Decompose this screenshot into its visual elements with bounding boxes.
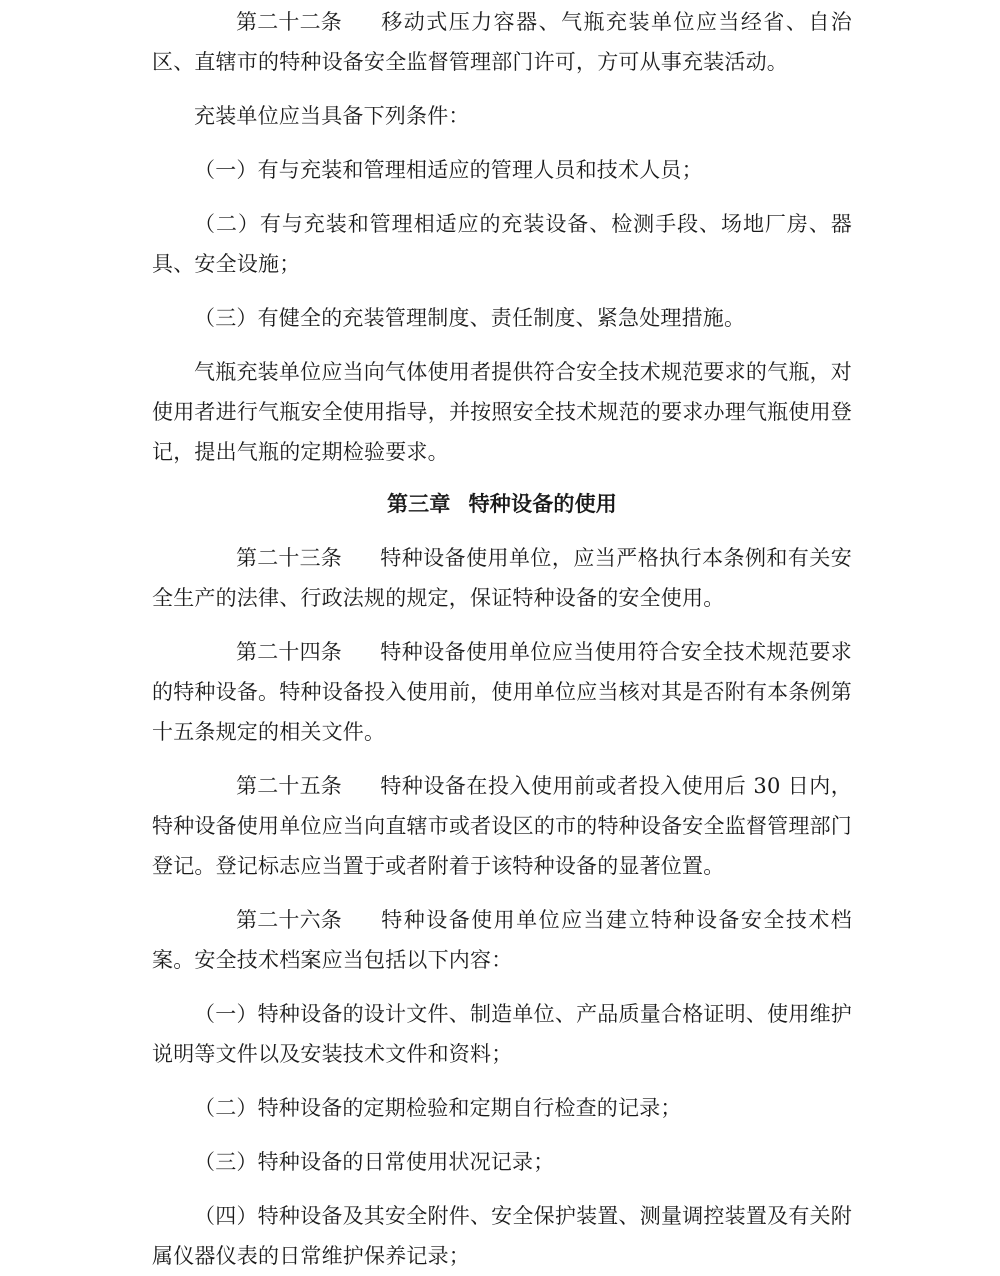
list-item: （一）有与充装和管理相适应的管理人员和技术人员； — [194, 158, 703, 182]
document-body — [152, 0, 852, 1276]
article-number: 第二十二条 — [236, 10, 342, 34]
paragraph: 充装单位应当具备下列条件： — [194, 104, 470, 128]
list-item: （三）有健全的充装管理制度、责任制度、紧急处理措施。 — [194, 306, 746, 330]
article-26 — [152, 900, 852, 980]
article-number: 第二十四条 — [236, 640, 342, 664]
article-text: 移动式压力容器、气瓶充装单位应当经省、自治区、直辖市的特种设备安全监督管理部门许可，方可从事充装活动。 — [152, 10, 852, 74]
chapter-title: 特种设备的使用 — [468, 491, 617, 516]
article-text: 特种设备使用单位，应当严格执行本条例和有关安全生产的法律、行政法规的规定，保证特种设备的安全使用。 — [152, 546, 852, 610]
chapter-heading — [152, 484, 852, 524]
article-22 — [152, 2, 852, 82]
list-item: （二）特种设备的定期检验和定期自行检查的记录； — [194, 1096, 682, 1120]
list-item: （四）特种设备及其安全附件、安全保护装置、测量调控装置及有关附属仪器仪表的日常维护保养记录； — [152, 1204, 852, 1268]
article-number: 第二十三条 — [236, 546, 342, 570]
article-25 — [152, 766, 852, 886]
paragraph: 气瓶充装单位应当向气体使用者提供符合安全技术规范要求的气瓶，对使用者进行气瓶安全使用指导，并按照安全技术规范的要求办理气瓶使用登记，提出气瓶的定期检验要求。 — [152, 360, 852, 464]
article-24 — [152, 632, 852, 752]
list-item: （三）特种设备的日常使用状况记录； — [194, 1150, 555, 1174]
list-item: （一）特种设备的设计文件、制造单位、产品质量合格证明、使用维护说明等文件以及安装技术文件和资料； — [152, 1002, 852, 1066]
article-text: 特种设备在投入使用前或者投入使用后 30 日内，特种设备使用单位应当向直辖市或者设区的市的特种设备安全监督管理部门登记。登记标志应当置于或者附着于该特种设备的显著位置。 — [152, 774, 852, 878]
article-number: 第二十六条 — [236, 908, 342, 932]
article-text: 特种设备使用单位应当使用符合安全技术规范要求的特种设备。特种设备投入使用前，使用单位应当核对其是否附有本条例第十五条规定的相关文件。 — [152, 640, 852, 744]
article-text: 特种设备使用单位应当建立特种设备安全技术档案。安全技术档案应当包括以下内容： — [152, 908, 852, 972]
list-item: （二）有与充装和管理相适应的充装设备、检测手段、场地厂房、器具、安全设施； — [152, 212, 852, 276]
article-number: 第二十五条 — [236, 774, 342, 798]
chapter-number: 第三章 — [386, 491, 451, 516]
article-23 — [152, 538, 852, 618]
